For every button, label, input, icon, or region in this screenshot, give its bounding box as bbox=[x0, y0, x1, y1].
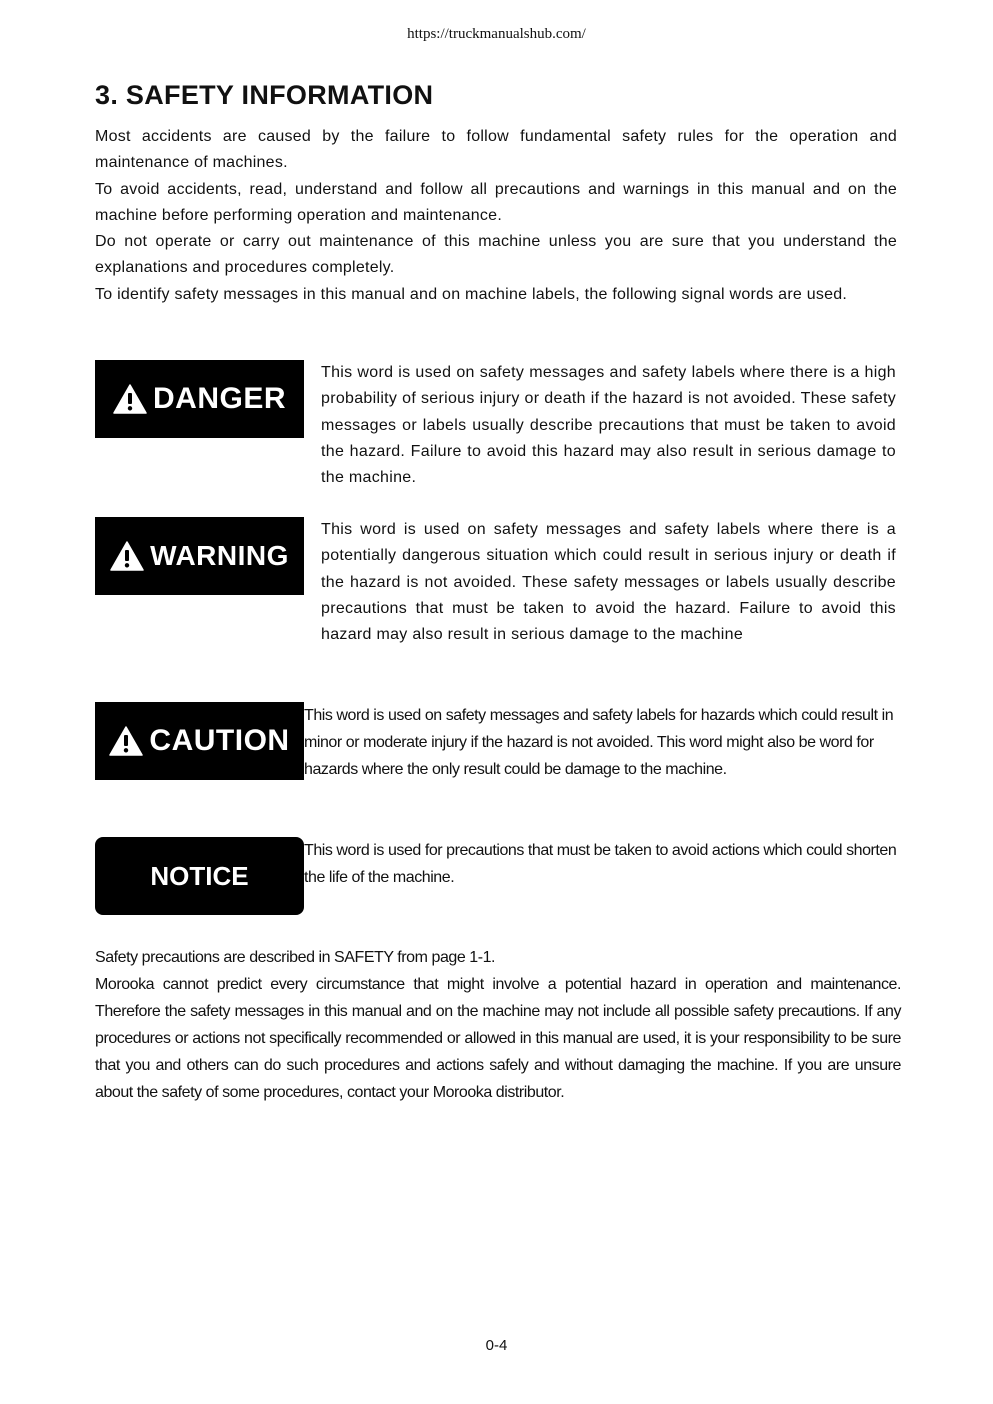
intro-text bbox=[95, 124, 897, 308]
footer-paragraph: Morooka cannot predict every circumstance that might involve a potential hazard in operation and maintenance. Therefore the safety messages in this manual and on the machine may not include all possible safety precautions. If any procedures or actions not specifically recommended or allowed in this manual are used, it is your responsibility to be sure that you and others can do such procedures and actions safely and without damaging the machine. If you are unsure about the safety of some procedures, contact your Morooka distributor. bbox=[95, 976, 901, 1101]
notice-label bbox=[95, 837, 304, 915]
intro-paragraph: Do not operate or carry out maintenance of this machine unless you are sure that you understand the explanations and procedures completely. bbox=[95, 233, 897, 277]
intro-paragraph: To identify safety messages in this manual and on machine labels, the following signal words are used. bbox=[95, 285, 848, 303]
warning-triangle-icon bbox=[110, 541, 144, 571]
notice-description: This word is used for precautions that must be taken to avoid actions which could shorten the life of the machine. bbox=[304, 842, 897, 886]
page-number: 0-4 bbox=[485, 1337, 508, 1354]
warning-triangle-icon bbox=[113, 384, 147, 414]
caution-description: This word is used on safety messages and safety labels for hazards which could result in minor or moderate injury if the hazard is not avoided. This word might also be word for hazards where the only result could be damage to the machine. bbox=[304, 707, 894, 778]
footer-notes bbox=[95, 944, 901, 1106]
notice-word: NOTICE bbox=[150, 860, 249, 891]
danger-label bbox=[95, 360, 304, 438]
warning-triangle-icon bbox=[109, 726, 143, 756]
danger-description: This word is used on safety messages and safety labels where there is a high probability of serious injury or death if the hazard is not avoided. These safety messages or labels usually describe precautions that must be taken to avoid the hazard. Failure to avoid this hazard may also result in serious damage to the machine. bbox=[321, 364, 896, 487]
footer-paragraph: Safety precautions are described in SAFETY from page 1-1. bbox=[95, 949, 496, 966]
caution-word: CAUTION bbox=[149, 724, 290, 757]
caution-label bbox=[95, 702, 304, 780]
warning-description: This word is used on safety messages and safety labels where there is a potentially dangerous situation which could result in serious injury or death if the hazard is not avoided. These safety messages or labels usually describe precautions that must be taken to avoid the hazard. Failure to avoid this hazard may also result in serious damage to the machine bbox=[321, 521, 896, 644]
danger-word: DANGER bbox=[152, 382, 286, 415]
header-url: https://truckmanualshub.com/ bbox=[407, 26, 586, 42]
intro-paragraph: Most accidents are caused by the failure to follow fundamental safety rules for the operation and maintenance of machines. bbox=[95, 128, 897, 172]
page-title: 3. SAFETY INFORMATION bbox=[95, 80, 434, 110]
warning-word: WARNING bbox=[150, 540, 289, 571]
warning-label bbox=[95, 517, 304, 595]
intro-paragraph: To avoid accidents, read, understand and follow all precautions and warnings in this manual and on the machine before performing operation and maintenance. bbox=[95, 180, 897, 224]
